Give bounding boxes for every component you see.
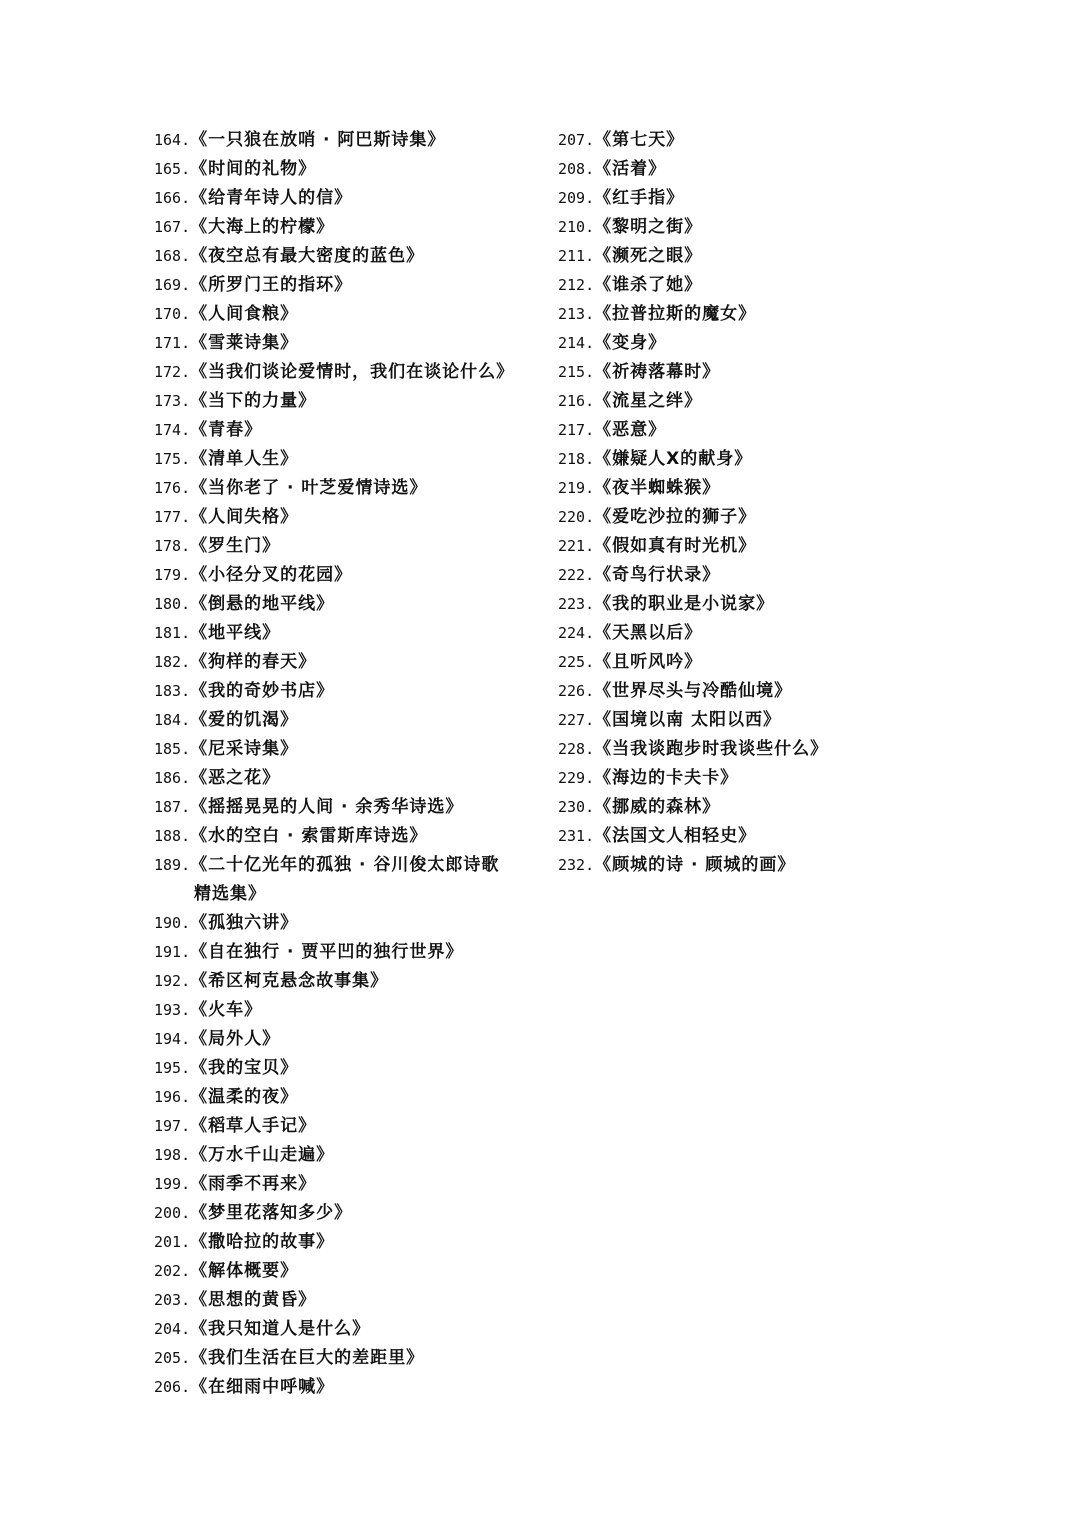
list-item [558, 561, 878, 590]
item-number: 190. [154, 914, 191, 932]
book-title: 《大海上的柠檬》 [190, 217, 335, 237]
list-item [558, 590, 878, 619]
item-number: 198. [154, 1146, 191, 1164]
item-number: 208. [558, 160, 595, 178]
list-item [154, 213, 534, 242]
item-number: 184. [154, 711, 191, 729]
list-item [558, 764, 878, 793]
book-title: 《挪威的森林》 [594, 797, 721, 817]
book-title: 《奇鸟行状录》 [594, 565, 721, 585]
book-title: 《当我们谈论爱情时，我们在谈论什么》 [190, 362, 515, 382]
book-title: 《流星之绊》 [594, 391, 703, 411]
book-title: 《谁杀了她》 [594, 275, 703, 295]
list-item [558, 242, 878, 271]
book-title: 《我的职业是小说家》 [594, 594, 775, 614]
book-title: 《稻草人手记》 [190, 1116, 317, 1136]
book-title: 《我的宝贝》 [190, 1058, 299, 1078]
book-title: 《希区柯克悬念故事集》 [190, 971, 389, 991]
list-item [558, 851, 878, 880]
list-item [558, 155, 878, 184]
book-title: 《撒哈拉的故事》 [190, 1232, 335, 1252]
book-title: 《祈祷落幕时》 [594, 362, 721, 382]
list-item [558, 793, 878, 822]
item-number: 209. [558, 189, 595, 207]
book-list-left-column [154, 126, 534, 1402]
list-item [558, 329, 878, 358]
list-item [558, 416, 878, 445]
book-title: 《给青年诗人的信》 [190, 188, 353, 208]
item-number: 186. [154, 769, 191, 787]
item-number: 176. [154, 479, 191, 497]
book-title: 《爱吃沙拉的狮子》 [594, 507, 757, 527]
list-item [154, 822, 534, 851]
list-item [558, 648, 878, 677]
list-item [558, 358, 878, 387]
list-item [154, 1083, 534, 1112]
book-title: 《小径分叉的花园》 [190, 565, 353, 585]
book-title: 《拉普拉斯的魔女》 [594, 304, 757, 324]
item-number: 207. [558, 131, 595, 149]
item-number: 164. [154, 131, 191, 149]
item-number: 219. [558, 479, 595, 497]
book-title: 《二十亿光年的孤独 · 谷川俊太郎诗歌 [190, 855, 500, 875]
list-item [154, 445, 534, 474]
item-number: 183. [154, 682, 191, 700]
book-list-right-column [558, 126, 878, 880]
book-title: 《嫌疑人X的献身》 [594, 449, 753, 469]
item-number: 192. [154, 972, 191, 990]
item-number: 187. [154, 798, 191, 816]
list-item [154, 1344, 534, 1373]
list-item [154, 1315, 534, 1344]
item-number: 223. [558, 595, 595, 613]
item-number: 214. [558, 334, 595, 352]
item-number: 222. [558, 566, 595, 584]
list-item [558, 619, 878, 648]
item-number: 181. [154, 624, 191, 642]
list-item [154, 184, 534, 213]
list-item [154, 271, 534, 300]
list-item [154, 996, 534, 1025]
item-number: 200. [154, 1204, 191, 1222]
book-title: 《当我谈跑步时我谈些什么》 [594, 739, 829, 759]
list-item [154, 1373, 534, 1402]
book-title: 《当你老了 · 叶芝爱情诗选》 [190, 478, 428, 498]
item-number: 218. [558, 450, 595, 468]
book-title: 《温柔的夜》 [190, 1087, 299, 1107]
book-title: 《夜空总有最大密度的蓝色》 [190, 246, 425, 266]
book-title: 《雨季不再来》 [190, 1174, 317, 1194]
item-number: 165. [154, 160, 191, 178]
book-title: 《在细雨中呼喊》 [190, 1377, 335, 1397]
book-title: 《火车》 [190, 1000, 263, 1020]
item-number: 188. [154, 827, 191, 845]
book-title: 《变身》 [594, 333, 667, 353]
book-title: 《狗样的春天》 [190, 652, 317, 672]
book-title: 《法国文人相轻史》 [594, 826, 757, 846]
book-title: 《人间失格》 [190, 507, 299, 527]
item-number: 197. [154, 1117, 191, 1135]
list-item [154, 242, 534, 271]
book-title: 《清单人生》 [190, 449, 299, 469]
item-number: 231. [558, 827, 595, 845]
book-title: 《恶意》 [594, 420, 667, 440]
list-item [558, 503, 878, 532]
item-number: 178. [154, 537, 191, 555]
item-number: 225. [558, 653, 595, 671]
book-title: 《一只狼在放哨 · 阿巴斯诗集》 [190, 130, 446, 150]
list-item [154, 938, 534, 967]
item-number: 173. [154, 392, 191, 410]
item-number: 174. [154, 421, 191, 439]
item-number: 230. [558, 798, 595, 816]
item-number: 167. [154, 218, 191, 236]
item-number: 194. [154, 1030, 191, 1048]
list-item [154, 677, 534, 706]
item-number: 221. [558, 537, 595, 555]
book-title: 《我只知道人是什么》 [190, 1319, 371, 1339]
item-number: 228. [558, 740, 595, 758]
item-number: 199. [154, 1175, 191, 1193]
item-number: 171. [154, 334, 191, 352]
list-item [154, 387, 534, 416]
item-number: 220. [558, 508, 595, 526]
item-number: 212. [558, 276, 595, 294]
list-item [558, 184, 878, 213]
list-item [558, 126, 878, 155]
item-number: 203. [154, 1291, 191, 1309]
item-number: 172. [154, 363, 191, 381]
book-title: 《爱的饥渴》 [190, 710, 299, 730]
item-number: 185. [154, 740, 191, 758]
list-item [558, 300, 878, 329]
list-item [154, 648, 534, 677]
book-title: 《尼采诗集》 [190, 739, 299, 759]
list-item [558, 735, 878, 764]
book-title: 《顾城的诗 · 顾城的画》 [594, 855, 796, 875]
book-title: 《我们生活在巨大的差距里》 [190, 1348, 425, 1368]
list-item [154, 851, 534, 880]
item-number: 211. [558, 247, 595, 265]
list-item [154, 300, 534, 329]
list-item [558, 677, 878, 706]
item-number: 195. [154, 1059, 191, 1077]
list-item [154, 1025, 534, 1054]
list-item [558, 445, 878, 474]
book-title: 《地平线》 [190, 623, 281, 643]
item-number: 226. [558, 682, 595, 700]
book-title: 《孤独六讲》 [190, 913, 299, 933]
item-number: 175. [154, 450, 191, 468]
item-number: 180. [154, 595, 191, 613]
book-title: 《国境以南 太阳以西》 [594, 710, 782, 730]
item-number: 168. [154, 247, 191, 265]
item-number: 215. [558, 363, 595, 381]
list-item [558, 532, 878, 561]
item-number: 216. [558, 392, 595, 410]
list-item [154, 561, 534, 590]
item-number: 202. [154, 1262, 191, 1280]
list-item [154, 590, 534, 619]
book-title: 《局外人》 [190, 1029, 281, 1049]
item-number: 193. [154, 1001, 191, 1019]
list-item [154, 1257, 534, 1286]
book-title: 《第七天》 [594, 130, 685, 150]
item-number: 229. [558, 769, 595, 787]
list-item [154, 416, 534, 445]
list-item [154, 329, 534, 358]
list-item [154, 793, 534, 822]
book-title: 《假如真有时光机》 [594, 536, 757, 556]
item-number: 170. [154, 305, 191, 323]
list-item [154, 1170, 534, 1199]
book-title: 《雪莱诗集》 [190, 333, 299, 353]
book-title: 《且听风吟》 [594, 652, 703, 672]
item-number: 205. [154, 1349, 191, 1367]
book-title: 《万水千山走遍》 [190, 1145, 335, 1165]
book-title: 《摇摇晃晃的人间 · 余秀华诗选》 [190, 797, 464, 817]
item-number: 227. [558, 711, 595, 729]
list-item [558, 474, 878, 503]
list-item [558, 271, 878, 300]
list-item [154, 126, 534, 155]
item-number: 224. [558, 624, 595, 642]
list-item [154, 909, 534, 938]
list-item [154, 706, 534, 735]
book-title: 《当下的力量》 [190, 391, 317, 411]
book-title: 《濒死之眼》 [594, 246, 703, 266]
book-title: 《红手指》 [594, 188, 685, 208]
list-item [154, 967, 534, 996]
book-title: 《思想的黄昏》 [190, 1290, 317, 1310]
item-number: 191. [154, 943, 191, 961]
list-item [154, 764, 534, 793]
list-item [154, 474, 534, 503]
book-title: 《黎明之街》 [594, 217, 703, 237]
item-number: 232. [558, 856, 595, 874]
book-title: 《人间食粮》 [190, 304, 299, 324]
book-title: 《自在独行 · 贾平凹的独行世界》 [190, 942, 464, 962]
list-item [154, 1054, 534, 1083]
list-item [558, 706, 878, 735]
list-item [154, 735, 534, 764]
item-number: 179. [154, 566, 191, 584]
item-number: 206. [154, 1378, 191, 1396]
book-title: 《青春》 [190, 420, 263, 440]
list-item [154, 503, 534, 532]
book-title: 《恶之花》 [190, 768, 281, 788]
book-title: 《罗生门》 [190, 536, 281, 556]
list-item [154, 619, 534, 648]
list-item [558, 213, 878, 242]
item-number: 182. [154, 653, 191, 671]
book-title: 《海边的卡夫卡》 [594, 768, 739, 788]
item-number: 204. [154, 1320, 191, 1338]
list-item [154, 155, 534, 184]
book-title: 《所罗门王的指环》 [190, 275, 353, 295]
list-item [558, 387, 878, 416]
item-number: 169. [154, 276, 191, 294]
item-number: 217. [558, 421, 595, 439]
item-number: 196. [154, 1088, 191, 1106]
list-item [154, 532, 534, 561]
item-number: 177. [154, 508, 191, 526]
item-number: 189. [154, 856, 191, 874]
book-title: 《活着》 [594, 159, 667, 179]
list-item [154, 1199, 534, 1228]
book-title: 《我的奇妙书店》 [190, 681, 335, 701]
book-title: 《倒悬的地平线》 [190, 594, 335, 614]
book-title: 《世界尽头与冷酷仙境》 [594, 681, 793, 701]
item-number: 210. [558, 218, 595, 236]
book-title: 《梦里花落知多少》 [190, 1203, 353, 1223]
list-item [154, 1141, 534, 1170]
item-number: 213. [558, 305, 595, 323]
list-item [558, 822, 878, 851]
book-title: 《解体概要》 [190, 1261, 299, 1281]
book-title: 《夜半蜘蛛猴》 [594, 478, 721, 498]
list-item [154, 1228, 534, 1257]
book-title: 《水的空白 · 索雷斯库诗选》 [190, 826, 428, 846]
book-title-continuation: 精选集》 [194, 884, 266, 904]
list-item [154, 358, 534, 387]
book-title: 《天黑以后》 [594, 623, 703, 643]
list-item [154, 1286, 534, 1315]
book-title: 《时间的礼物》 [190, 159, 317, 179]
item-number: 166. [154, 189, 191, 207]
item-number: 201. [154, 1233, 191, 1251]
list-item [154, 1112, 534, 1141]
